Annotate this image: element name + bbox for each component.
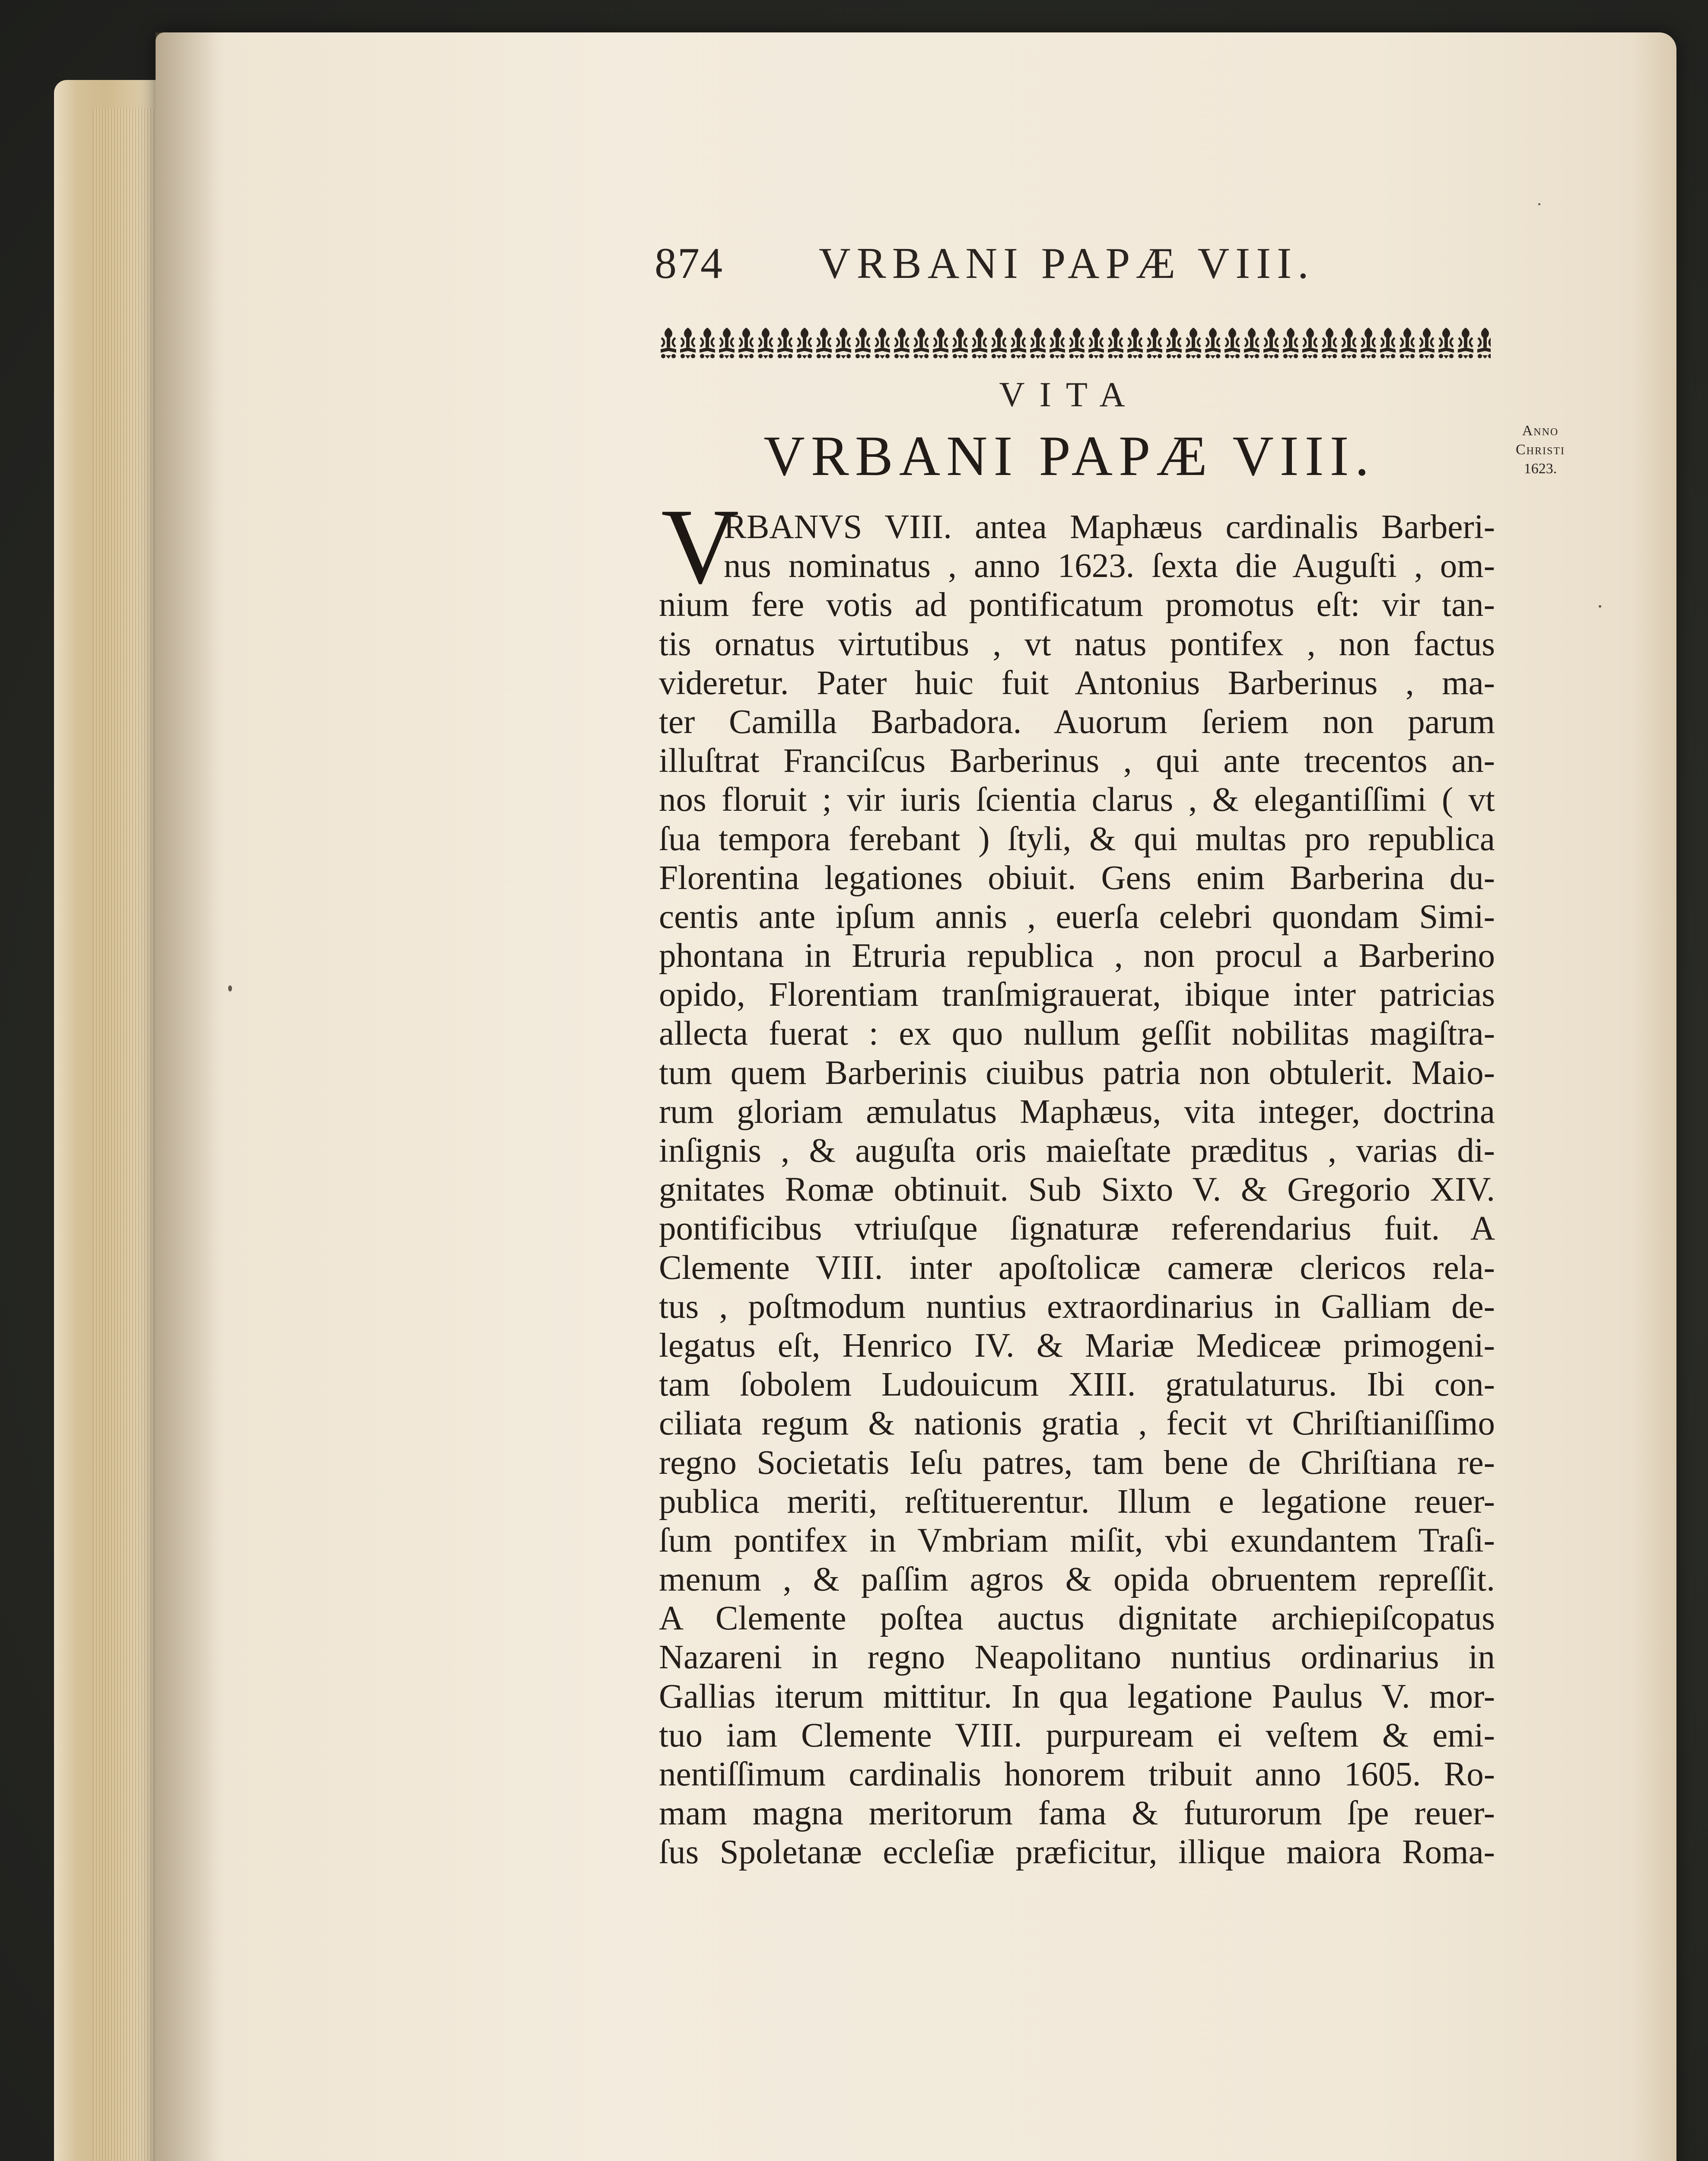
page-number: 874 bbox=[655, 239, 723, 288]
text-line: pontificibus vtriuſque ſignaturæ referendarius fuit. A bbox=[659, 1210, 1495, 1248]
margin-note-year bbox=[1486, 421, 1594, 478]
margin-note-line: Christi bbox=[1515, 442, 1565, 458]
page-stain bbox=[228, 985, 232, 991]
margin-note-line: 1623. bbox=[1524, 461, 1557, 477]
text-line: illuſtrat Franciſcus Barberinus , qui ante trecentos an- bbox=[659, 742, 1495, 780]
text-line: Gallias iterum mittitur. In qua legatione Paulus V. mor- bbox=[659, 1677, 1495, 1715]
text-line: videretur. Pater huic fuit Antonius Barberinus , ma- bbox=[659, 664, 1495, 702]
text-line: nos floruit ; vir iuris ſcientia clarus , & elegantiſſimi ( vt bbox=[659, 781, 1495, 819]
text-line: ſus Spoletanæ eccleſiæ præficitur, illique maiora Roma- bbox=[659, 1833, 1495, 1871]
text-line: Florentina legationes obiuit. Gens enim Barberina du- bbox=[659, 859, 1495, 897]
text-line: tuo iam Clemente VIII. purpuream ei veſtem & emi- bbox=[659, 1716, 1495, 1754]
text-line: A Clemente poſtea auctus dignitate archiepiſcopatus bbox=[659, 1600, 1495, 1638]
text-line: nus nominatus , anno 1623. ſexta die Auguſti , om- bbox=[724, 547, 1495, 585]
margin-note-line: Anno bbox=[1522, 423, 1559, 439]
text-line: gnitates Romæ obtinuit. Sub Sixto V. & Gregorio XIV. bbox=[659, 1171, 1495, 1209]
text-line: ter Camilla Barbadora. Auorum ſeriem non parum bbox=[659, 703, 1495, 741]
running-head bbox=[655, 231, 1355, 296]
text-line: Clemente VIII. inter apoſtolicæ cameræ clericos rela- bbox=[659, 1249, 1495, 1287]
page-stain bbox=[1599, 605, 1601, 608]
heading-title: VRBANI PAPÆ VIII. bbox=[763, 424, 1375, 488]
text-line: publica meriti, reſtituerentur. Illum e legatione reuer- bbox=[659, 1482, 1495, 1520]
drop-cap: V bbox=[661, 487, 739, 606]
text-line: regno Societatis Ieſu patres, tam bene de Chriſtiana re- bbox=[659, 1444, 1495, 1482]
text-line: opido, Florentiam tranſmigrauerat, ibique inter patricias bbox=[659, 976, 1495, 1014]
text-line: legatus eſt, Henrico IV. & Mariæ Mediceæ primogeni- bbox=[659, 1326, 1495, 1364]
body-text bbox=[659, 508, 1495, 1872]
text-line: Nazareni in regno Neapolitano nuntius ordinarius in bbox=[659, 1638, 1495, 1677]
text-line: ſum pontifex in Vmbriam miſit, vbi exundantem Traſi- bbox=[659, 1521, 1495, 1559]
page-stain bbox=[1538, 203, 1540, 205]
text-line: centis ante ipſum annis , euerſa celebri quondam Simi- bbox=[659, 898, 1495, 936]
heading-vita: VITA bbox=[999, 375, 1140, 414]
text-line: mam magna meritorum fama & futurorum ſpe reuer- bbox=[659, 1794, 1495, 1833]
text-line: menum , & paſſim agros & opida obruentem repreſſit. bbox=[659, 1561, 1495, 1599]
text-line: tum quem Barberinis ciuibus patria non obtulerit. Maio- bbox=[659, 1054, 1495, 1092]
page-gutter-shadow bbox=[156, 32, 225, 2161]
text-line: ſua tempora ferebant ) ſtyli, & qui multas pro republica bbox=[659, 820, 1495, 858]
text-line: tis ornatus virtutibus , vt natus pontifex , non factus bbox=[659, 625, 1495, 663]
text-line: ciliata regum & nationis gratia , fecit vt Chriſtianiſſimo bbox=[659, 1405, 1495, 1443]
text-line: tam ſobolem Ludouicum XIII. gratulaturus. Ibi con- bbox=[659, 1366, 1495, 1404]
text-line: nentiſſimum cardinalis honorem tribuit anno 1605. Ro- bbox=[659, 1756, 1495, 1793]
text-line: inſignis , & auguſta oris maieſtate præditus , varias di- bbox=[659, 1132, 1495, 1170]
running-title: VRBANI PAPÆ VIII. bbox=[819, 239, 1315, 288]
text-line: RBANVS VIII. antea Maphæus cardinalis Barberi- bbox=[724, 508, 1495, 546]
text-line: allecta fuerat : ex quo nullum geſſit nobilitas magiſtra- bbox=[659, 1015, 1495, 1053]
book-page-edge-lines bbox=[93, 108, 158, 2161]
text-line: tus , poſtmodum nuntius extraordinarius in Galliam de- bbox=[659, 1288, 1495, 1326]
text-line: rum gloriam æmulatus Maphæus, vita integer, doctrina bbox=[659, 1093, 1495, 1131]
text-line: phontana in Etruria republica , non procul a Barberino bbox=[659, 937, 1495, 975]
ornamental-border bbox=[659, 325, 1491, 360]
text-line: nium fere votis ad pontificatum promotus eſt: vir tan- bbox=[659, 586, 1495, 624]
